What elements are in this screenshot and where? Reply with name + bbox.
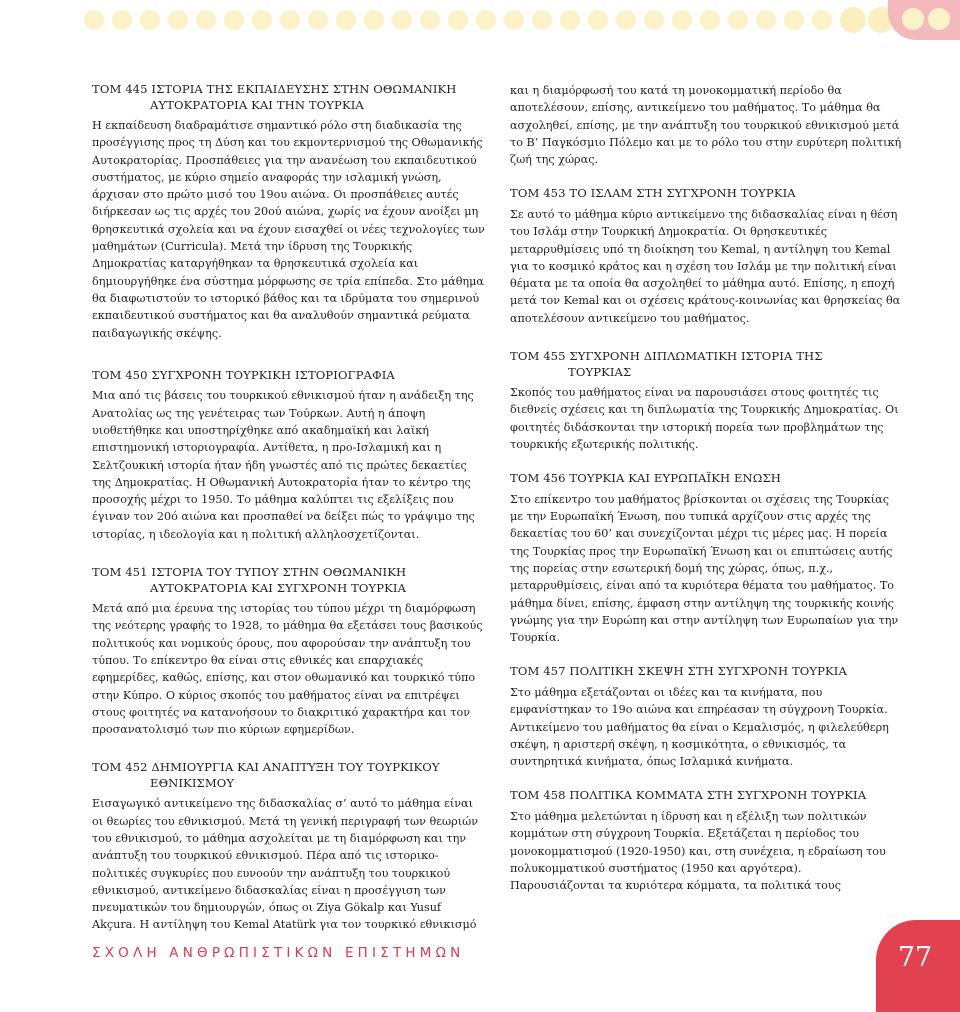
course-section	[92, 760, 486, 933]
course-title	[510, 471, 904, 487]
school-name: ΣΧΟΛΗ ΑΝΘΡΩΠΙΣΤΙΚΩΝ ΕΠΙΣΤΗΜΩΝ	[92, 945, 465, 961]
left-column	[92, 82, 486, 952]
corner-tab	[888, 0, 960, 40]
course-description: Η εκπαίδευση διαδραμάτισε σημαντικό ρόλο στη διαδικασία της προσέγγισης προς τη Δύση και του εκμοντερνισμού της Οθωμανικής Αυτοκρατορίας. Προσπάθειες για την ανανέωση του εκπαιδευτικού συστήματος, με κύριο σημείο αναφοράς την ισλαμική γνώση, άρχισαν στο πρώτο μισό του 19ου αιώνα. Οι προσπάθειες αυτές διήρκεσαν ως τις αρχές του 20ού αιώνα, χωρίς να έχουν ανοίξει μη θρησκευτικά σχολεία και να έχουν εισαχθεί οι νέες τεχνολογίες των μαθημάτων (Curricula). Μετά την ίδρυση της Τουρκικής Δημοκρατίας καταργήθηκαν τα θρησκευτικά σχολεία και δημιουργήθηκε ένα σύστημα μόρφωσης σε τρία επίπεδα. Στο μάθημα θα διαφωτιστούν το ιστορικό βάθος και τα ιδρύματα του σημερινού εκπαιδευτικού συστήματος και θα αναλυθούν σημαντικά ρεύματα παιδαγωγικής σκέψης.	[92, 119, 485, 340]
course-description: Στο μάθημα μελετώνται η ίδρυση και η εξέλιξη των πολιτικών κομμάτων στη σύγχρονη Τουρκία. Εξετάζεται η περίοδος του μονοκομματισμού (1920-1950) και, στη συνέχεια, η εδραίωση του πολυκομματικού συστήματος (1950 και αργότερα).	[510, 809, 886, 875]
course-section	[510, 349, 904, 453]
course-title-line: ΤΟΥΡΚΙΑΣ	[568, 364, 632, 379]
course-title-line: ΤΟΜ 457 ΠΟΛΙΤΙΚΗ ΣΚΕΨΗ ΣΤΗ ΣΥΓΧΡΟΝΗ ΤΟΥΡΚΙΑ	[510, 664, 847, 679]
dot-icon	[392, 10, 412, 30]
course-title-line: ΤΟΜ 455 ΣΥΓΧΡΟΝΗ ΔΙΠΛΩΜΑΤΙΚΗ ΙΣΤΟΡΙΑ ΤΗΣ	[510, 349, 823, 364]
page-number: 77	[897, 942, 933, 973]
dot-icon	[112, 10, 132, 30]
dot-icon	[364, 10, 384, 30]
dot-icon	[588, 10, 608, 30]
course-section	[92, 565, 486, 738]
dot-icon	[196, 10, 216, 30]
dot-icon	[902, 8, 924, 30]
course-description: Μετά από μια έρευνα της ιστορίας του τύπου μέχρι τη διαμόρφωση της νεότερης γραφής το 1928, το μάθημα θα εξετάσει τους βασικούς πολιτικούς και νομικούς όρους, που αφορούσαν την ανάπτυξη του τύπου. Το επίκεντρο θα είναι στις εθνικές και επαρχιακές εφημερίδες, καθώς, επίσης, και στον οθωμανικό και τουρκικό τύπο στην Κύπρο. Ο κύριος σκοπός του μαθήματος είναι να επιτρέψει στους φοιτητές να κατανοήσουν το διακριτικό χαρακτήρα και τον προσανατολισμό των πιο κύριων εφημερίδων.	[92, 602, 483, 737]
course-title-line: ΤΟΜ 458 ΠΟΛΙΤΙΚΑ ΚΟΜΜΑΤΑ ΣΤΗ ΣΥΓΧΡΟΝΗ ΤΟΥΡΚΙΑ	[510, 788, 867, 803]
dot-icon	[700, 10, 720, 30]
course-description: Στο επίκεντρο του μαθήματος βρίσκονται οι σχέσεις της Τουρκίας με την Ευρωπαϊκή Ένωση, που τυπικά αρχίζουν στις αρχές της δεκαετίας του 60’ και συνεχίζονται μέχρι τις μέρες μας. Η πορεία της Τουρκίας προς την Ευρωπαϊκή Ένωση και οι επιπτώσεις αυτής της πορείας στην εσωτερική δομή της χώρας, όπως, π.χ., μεταρρυθμίσεις, είναι από τα κυριότερα θέματα του μαθήματος. Το μάθημα δίνει, επίσης, έμφαση στην αντίληψη της τουρκικής κοινής γνώμης για την Ευρώπη και στην αντίληψη των Ευρωπαίων για την Τουρκία.	[510, 492, 899, 645]
course-section	[92, 82, 486, 342]
course-title	[92, 565, 486, 596]
course-title-line: ΤΟΜ 452 ΔΗΜΙΟΥΡΓΙΑ ΚΑΙ ΑΝΑΠΤΥΞΗ ΤΟΥ ΤΟΥΡΚΙΚΟΥ	[92, 760, 440, 775]
course-title	[510, 788, 904, 804]
right-column	[510, 82, 904, 912]
course-section-continued	[510, 82, 904, 168]
dot-icon	[252, 10, 272, 30]
course-title-line: ΤΟΜ 450 ΣΥΓΧΡΟΝΗ ΤΟΥΡΚΙΚΗ ΙΣΤΟΡΙΟΓΡΑΦΙΑ	[92, 367, 395, 382]
course-title	[510, 349, 904, 380]
dot-icon	[728, 10, 748, 30]
dot-icon	[168, 10, 188, 30]
dot-icon	[840, 7, 866, 33]
course-title-line: ΑΥΤΟΚΡΑΤΟΡΙΑ ΚΑΙ ΤΗΝ ΤΟΥΡΚΙΑ	[150, 97, 364, 112]
course-title-line: ΤΟΜ 453 ΤΟ ΙΣΛΑΜ ΣΤΗ ΣΥΓΧΡΟΝΗ ΤΟΥΡΚΙΑ	[510, 186, 796, 201]
dot-icon	[224, 10, 244, 30]
course-description: Στο μάθημα εξετάζονται οι ιδέες και τα κινήματα, που εμφανίστηκαν το 19ο αιώνα και επηρέασαν τη σύγχρονη Τουρκία. Αντικείμενο του μαθήματος θα είναι ο Κεμαλισμός, η φιλελεύθερη σκέψη, η αριστερή σκέψη, η κοσμικότητα, ο εθνικισμός, τα συντηρητικά κινήματα, όπως Ισλαμικά κινήματα.	[510, 685, 889, 769]
course-title-line: ΕΘΝΙΚΙΣΜΟΥ	[150, 775, 235, 790]
dot-icon	[308, 10, 328, 30]
course-title	[92, 82, 486, 113]
dot-icon	[756, 10, 776, 30]
course-section	[510, 471, 904, 646]
course-description: Παρουσιάζονται τα κυριότερα κόμματα, τα πολιτικά τους	[510, 879, 841, 893]
dot-icon	[532, 10, 552, 30]
dot-icon	[616, 10, 636, 30]
dot-icon	[672, 10, 692, 30]
course-title	[510, 664, 904, 680]
dot-icon	[644, 10, 664, 30]
dot-icon	[928, 8, 950, 30]
dot-icon	[476, 10, 496, 30]
course-description: Εισαγωγικό αντικείμενο της διδασκαλίας σ’ αυτό το μάθημα είναι οι θεωρίες του εθνικισμού. Μετά τη γενική περιγραφή των θεωριών του εθνικισμού, το μάθημα ασχολείται με τη διαμόρφωση και την ανάπτυξη του τουρκικού εθνικισμού. Πέρα από τις ιστορικο-πολιτικές συγκυρίες που ευνοούν την ανάπτυξη του τουρκικού εθνικισμού, αντικείμενο διδασκαλίας είναι η προσέγγιση των πνευματικών του δημιουργών, όπως οι Ziya Gökalp και Yusuf Akçura. Η αντίληψη του Kemal Atatürk για τον τουρκικό εθνικισμό	[92, 797, 479, 932]
course-title-line: ΤΟΜ 456 ΤΟΥΡΚΙΑ ΚΑΙ ΕΥΡΩΠΑΪΚΗ ΕΝΩΣΗ	[510, 471, 781, 486]
dot-icon	[448, 10, 468, 30]
course-section	[92, 368, 486, 543]
dot-icon	[784, 10, 804, 30]
dot-icon	[560, 10, 580, 30]
dot-icon	[140, 10, 160, 30]
course-section	[510, 788, 904, 894]
course-section	[510, 664, 904, 770]
dot-icon	[504, 10, 524, 30]
dot-icon	[84, 10, 104, 30]
course-title	[92, 368, 486, 384]
course-description: και η διαμόρφωσή του κατά τη μονοκομματική περίοδο θα αποτελέσουν, επίσης, αντικείμενο του μαθήματος. Το μάθημα θα ασχοληθεί, επίσης, με την ανάπτυξη του τουρκικού εθνικισμού μετά το Β’ Παγκόσμιο Πόλεμο και με το ρόλο του στην ευρύτερη πολιτική ζωή της χώρας.	[510, 84, 902, 167]
course-title-line: ΤΟΜ 445 ΙΣΤΟΡΙΑ ΤΗΣ ΕΚΠΑΙΔΕΥΣΗΣ ΣΤΗΝ ΟΘΩΜΑΝΙΚΗ	[92, 82, 457, 96]
course-section	[510, 186, 904, 327]
course-title-line: ΑΥΤΟΚΡΑΤΟΡΙΑ ΚΑΙ ΣΥΓΧΡΟΝΗ ΤΟΥΡΚΙΑ	[150, 580, 407, 595]
course-title-line: ΤΟΜ 451 ΙΣΤΟΡΙΑ ΤΟΥ ΤΥΠΟΥ ΣΤΗΝ ΟΘΩΜΑΝΙΚΗ	[92, 565, 407, 580]
course-title	[510, 186, 904, 202]
course-title	[92, 760, 486, 791]
course-description: Μια από τις βάσεις του τουρκικού εθνικισμού ήταν η ανάδειξη της Ανατολίας ως της γενέτειρας των Τούρκων. Αυτή η άποψη υιοθετήθηκε και υποστηρίχθηκε από ακαδημαϊκή και λαϊκή επιστημονική ιστοριογραφία. Αντίθετα, η προ-Ισλαμική και η Σελτζουκική ιστορία ήταν ήδη γνωστές από τις πρώτες δεκαετίες της Δημοκρατίας. Η Οθωμανική Αυτοκρατορία ήταν το κέντρο της προσοχής μέχρι το 1950. Το μάθημα καλύπτει τις εξελίξεις που έγιναν τον 20ό αιώνα και προσπαθεί να δείξει πώς το γράψιμο της ιστορίας, η ιδεολογία και η πολιτική αλληλοσχετίζονται.	[92, 389, 475, 541]
dot-icon	[280, 10, 300, 30]
dot-icon	[336, 10, 356, 30]
dot-icon	[420, 10, 440, 30]
dot-icon	[812, 10, 832, 30]
course-description: Σε αυτό το μάθημα κύριο αντικείμενο της διδασκαλίας είναι η θέση του Ισλάμ στην Τουρκική Δημοκρατία. Οι θρησκευτικές μεταρρυθμίσεις υπό τη διοίκηση του Kemal, η αντίληψη του Kemal για το κοσμικό κράτος και η σχέση του Ισλάμ με την πολιτική είναι θέματα με τα οποία θα ασχοληθεί το μάθημα αυτό. Επίσης, η εποχή μετά τον Kemal και οι σχέσεις κράτους-κοινωνίας και θρησκείας θα αποτελέσουν αντικείμενο του μαθήματος.	[510, 207, 901, 325]
course-description: Σκοπός του μαθήματος είναι να παρουσιάσει στους φοιτητές τις διεθνείς σχέσεις και τη διπλωματία της Τουρκικής Δημοκρατίας. Οι φοιτητές διδάσκονται την ιστορική πορεία των προβλημάτων της τουρκικής εξωτερικής πολιτικής.	[510, 386, 899, 451]
